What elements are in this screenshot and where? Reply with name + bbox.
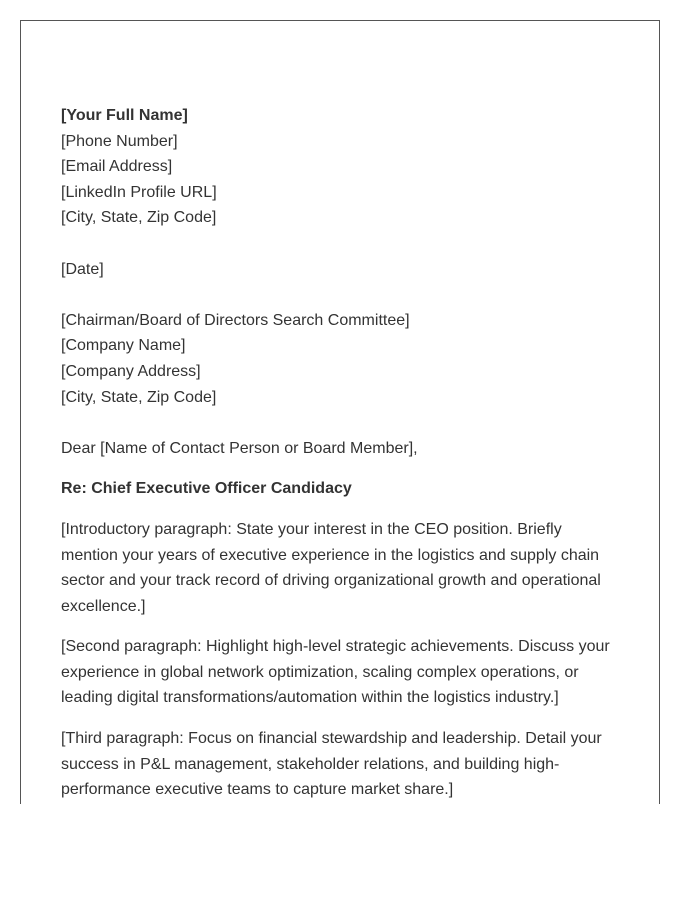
- paragraph-second: [Second paragraph: Highlight high-level strategic achievements. Discuss your experience in global network optimization, scaling complex operations, or leading digital transformations/automation within the logistics industry.]: [61, 638, 610, 707]
- recipient-company-address: [Company Address]: [61, 362, 201, 380]
- sender-linkedin: [LinkedIn Profile URL]: [61, 183, 217, 201]
- date-block: [61, 257, 621, 283]
- recipient-block: [61, 308, 621, 410]
- sender-email: [Email Address]: [61, 158, 173, 176]
- salutation: Dear [Name of Contact Person or Board Member],: [61, 439, 418, 457]
- sender-name: [Your Full Name]: [61, 107, 188, 124]
- subject-line: Re: Chief Executive Officer Candidacy: [61, 480, 352, 498]
- paragraph-third: [Third paragraph: Focus on financial stewardship and leadership. Detail your success in P&L management, stakeholder relations, and building high-performance executive teams to capture market share.]: [61, 730, 602, 799]
- letter-date: [Date]: [61, 260, 104, 278]
- recipient-city: [City, State, Zip Code]: [61, 388, 217, 406]
- sender-city: [City, State, Zip Code]: [61, 209, 217, 227]
- sender-block: [61, 103, 621, 231]
- recipient-committee: [Chairman/Board of Directors Search Committee]: [61, 311, 410, 329]
- paragraph-introductory: [Introductory paragraph: State your interest in the CEO position. Briefly mention your years of executive experience in the logistics and supply chain sector and your track record of driving organizational growth and operational excellence.]: [61, 520, 601, 615]
- letter-page: [20, 20, 660, 804]
- recipient-company-name: [Company Name]: [61, 337, 186, 355]
- letter-content: [61, 103, 621, 804]
- sender-phone: [Phone Number]: [61, 132, 178, 150]
